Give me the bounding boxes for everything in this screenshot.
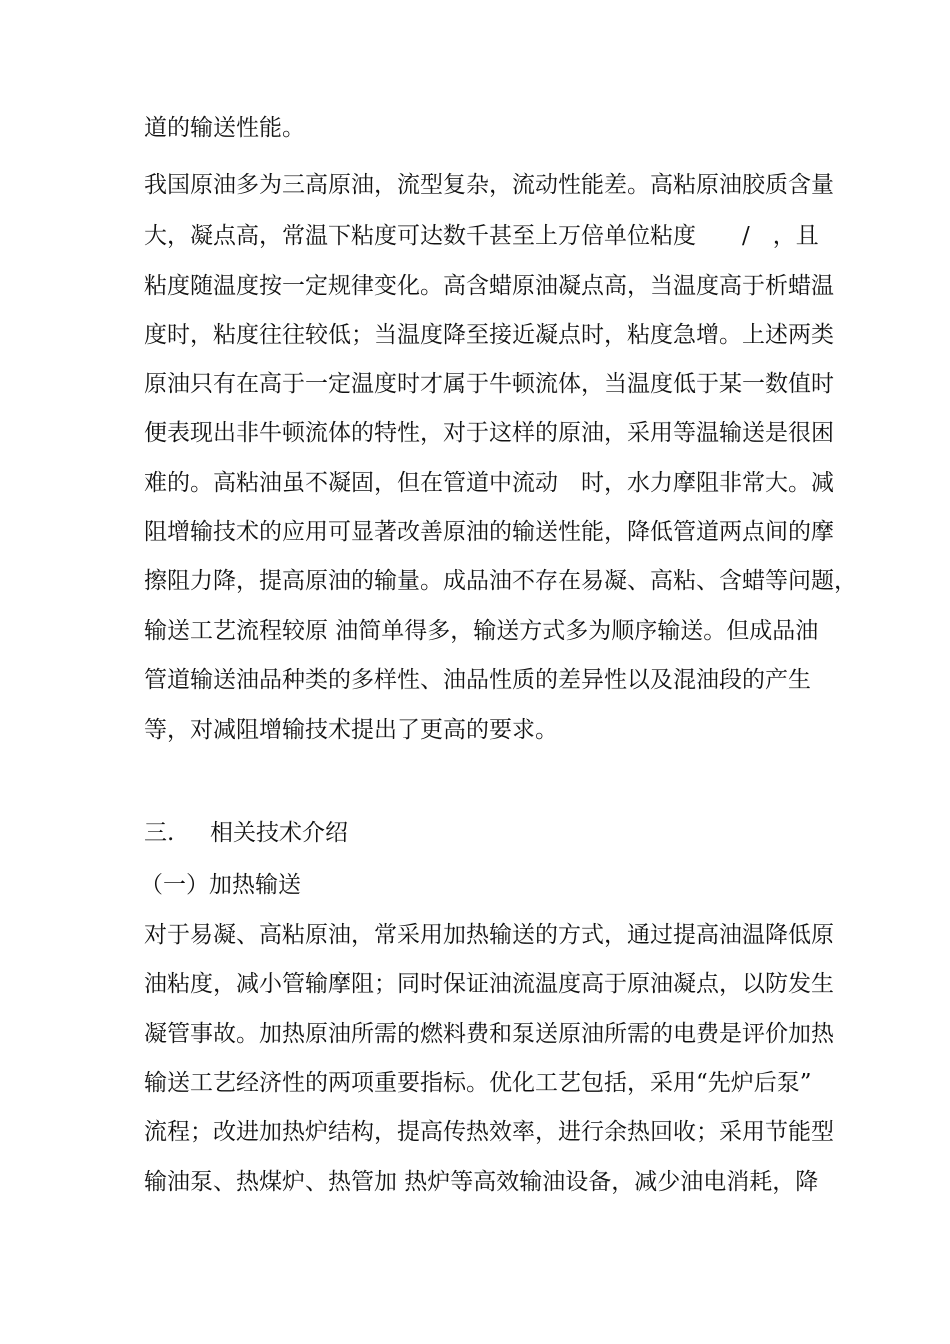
paragraph-line: 油粘度，减小管输摩阻；同时保证油流温度高于原油凝点，以防发生 xyxy=(144,971,834,997)
paragraph-line: 难的。高粘油虽不凝固，但在管道中流动 时，水力摩阻非常大。减 xyxy=(144,470,834,496)
paragraph-line: 输送工艺流程较原 油简单得多，输送方式多为顺序输送。但成品油 xyxy=(144,618,819,644)
section-number: 三. xyxy=(144,820,175,846)
paragraph-line: 粘度随温度按一定规律变化。高含蜡原油凝点高，当温度高于析蜡温 xyxy=(144,273,834,299)
paragraph-line: 阻增输技术的应用可显著改善原油的输送性能，降低管道两点间的摩 xyxy=(144,519,834,545)
paragraph-line: 便表现出非牛顿流体的特性，对于这样的原油，采用等温输送是很困 xyxy=(144,420,834,446)
paragraph-line: 道的输送性能。 xyxy=(144,115,305,141)
paragraph-line: 输油泵、热煤炉、热管加 热炉等高效输油设备，减少油电消耗，降 xyxy=(144,1169,819,1195)
paragraph-line: 管道输送油品种类的多样性、油品性质的差异性以及混油段的产生 xyxy=(144,667,811,693)
paragraph-line: 等，对减阻增输技术提出了更高的要求。 xyxy=(144,717,558,743)
paragraph-line: 输送工艺经济性的两项重要指标。优化工艺包括，采用“先炉后泵” xyxy=(144,1070,812,1096)
paragraph-line: 擦阻力降，提高原油的输量。成品油不存在易凝、高粘、含蜡等问题， xyxy=(144,568,857,594)
paragraph-line: 对于易凝、高粘原油，常采用加热输送的方式，通过提高油温降低原 xyxy=(144,922,834,948)
paragraph-line: 度时，粘度往往较低；当温度降至接近凝点时，粘度急增。上述两类 xyxy=(144,322,834,348)
subsection-title: （一）加热输送 xyxy=(140,872,301,898)
paragraph-line: 我国原油多为三高原油，流型复杂，流动性能差。高粘原油胶质含量 xyxy=(144,172,834,198)
paragraph-line: 凝管事故。加热原油所需的燃料费和泵送原油所需的电费是评价加热 xyxy=(144,1021,834,1047)
section-title: 相关技术介绍 xyxy=(210,820,348,846)
paragraph-line: 流程；改进加热炉结构，提高传热效率，进行余热回收；采用节能型 xyxy=(144,1119,834,1145)
paragraph-line: 大，凝点高，常温下粘度可达数千甚至上万倍单位粘度 / ，且 xyxy=(144,223,819,249)
paragraph-line: 原油只有在高于一定温度时才属于牛顿流体，当温度低于某一数值时 xyxy=(144,371,834,397)
